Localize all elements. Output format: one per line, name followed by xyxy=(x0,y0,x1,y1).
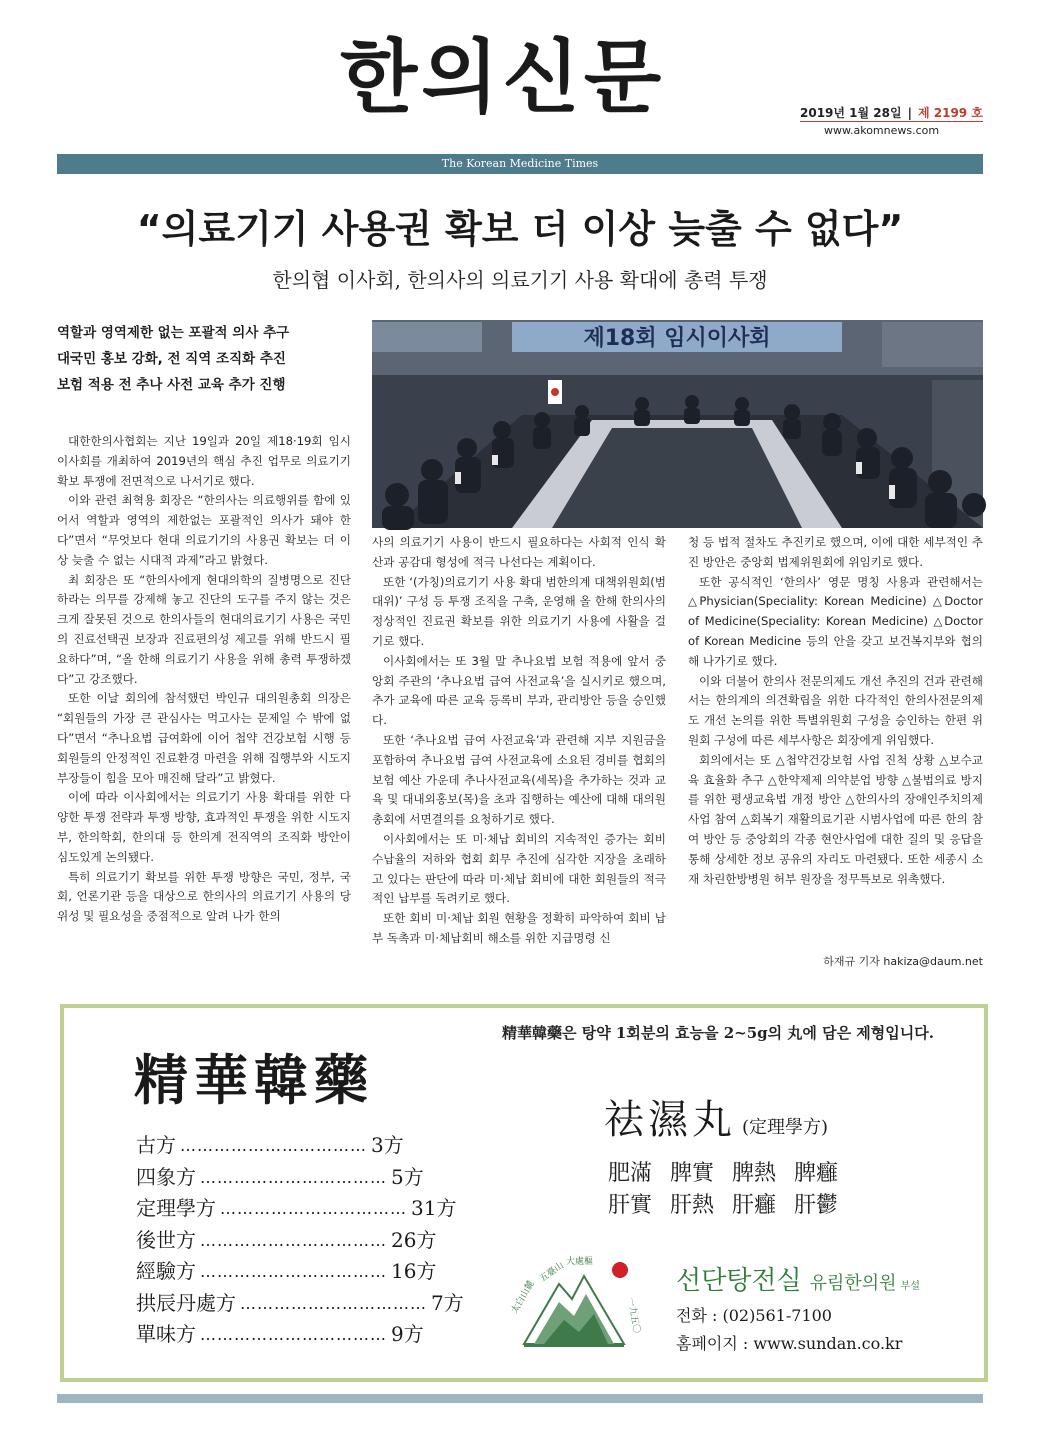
newspaper-masthead: 한의신문 xyxy=(340,31,666,124)
article-paragraph: 회의에서는 또 △첩약건강보험 사업 진척 상황 △보수교육 효율화 추구 △한약제제 의약분업 방향 △불법의료 방지를 위한 평생교육법 개정 방안 △한의사의 장애인주치의제 사업 참여 △회복기 재활의료기관 시범사업에 따른 한의 참여 방안 등 중앙회의 각종 현안사업에 대한 질의 및 응답을 통해 상세한 정보 공유의 자리도 마련됐다. 또한 세종시 소재 차린한방병원 허부 원장을 정무특보로 위촉했다. xyxy=(688,752,983,886)
leader-dots: …………………………… xyxy=(240,1293,427,1313)
prescription-count: 5方 xyxy=(391,1164,424,1189)
product-title: 祛濕丸 xyxy=(604,1097,736,1143)
mountain-logo xyxy=(504,1254,644,1364)
prescription-count: 26方 xyxy=(391,1227,437,1252)
website-url[interactable]: www.akomnews.com xyxy=(824,124,940,137)
product-name xyxy=(604,1088,828,1145)
dateline-separator: | xyxy=(907,106,912,120)
indications-row xyxy=(608,1158,856,1190)
shop-affiliation: 유림한의원 xyxy=(809,1273,897,1294)
prescription-row xyxy=(136,1319,424,1351)
prescription-row xyxy=(136,1256,437,1288)
prescription-name: 四象方 xyxy=(136,1164,196,1189)
issue-date: 2019년 1월 28일 xyxy=(800,106,902,120)
article-column-1 xyxy=(57,432,351,927)
article-paragraph: 또한 ‘추나요법 급여 사전교육’과 관련해 지부 지원금을 포함하여 추나요법 급여 사전교육에 소요된 경비를 협회의 보험 예산 가운데 추나사전교육(세목)을 추가하는 것과 교육 및 대내외홍보(목)을 초과 집행하는 예산에 대해 대의원총회에 서면결의를 요청하기로 했다. xyxy=(372,732,666,827)
article-paragraph: 대한한의사협회는 지난 19일과 20일 제18·19회 임시 이사회를 개최하여 2019년의 핵심 추진 업무로 의료기기 확보 투쟁에 전면적으로 나서기로 했다. xyxy=(57,434,351,488)
issue-number: 제 2199 호 xyxy=(917,106,983,120)
leader-dots: …………………………… xyxy=(220,1199,407,1218)
indication: 肥滿 xyxy=(608,1161,653,1186)
logo-text: 太白山麓 xyxy=(509,1279,537,1316)
article-paragraph: 또한 회비 미·체납 회원 현황을 정확히 파악하여 회비 납부 독촉과 미·체납회비 해소를 위한 지급명령 신 xyxy=(372,911,666,945)
phone-number: 전화 : (02)561-7100 xyxy=(676,1306,832,1325)
prescription-count: 7方 xyxy=(431,1290,464,1315)
indication: 脾癰 xyxy=(794,1161,839,1186)
english-title-band: The Korean Medicine Times xyxy=(57,154,983,174)
ad-title: 精華韓藥 xyxy=(134,1048,374,1112)
prescription-name: 後世方 xyxy=(136,1227,196,1252)
prescription-name: 單味方 xyxy=(136,1322,196,1346)
indication: 脾實 xyxy=(670,1161,715,1186)
shop-contact xyxy=(676,1302,902,1358)
prescription-row xyxy=(136,1225,437,1257)
article-paragraph: 사의 의료기기 사용이 반드시 필요하다는 사회적 인식 확산과 공감대 형성에 적극 나선다는 계획이다. xyxy=(372,535,666,569)
prescription-name: 古方 xyxy=(136,1133,176,1157)
prescription-name: 經驗方 xyxy=(136,1259,196,1283)
meeting-photo xyxy=(372,320,983,528)
indication: 肝癰 xyxy=(732,1193,777,1218)
summary-line: 대국민 홍보 강화, 전 직역 조직화 추진 xyxy=(57,351,286,367)
article-paragraph: 또한 이날 회의에 참석했던 박인규 대의원총회 의장은 “회원들의 가장 큰 관심사는 먹고사는 문제일 수 밖에 없다”면서 “추나요법 급여화에 이어 첩약 건강보험 시행 등 회원들의 안정적인 진료환경 마련을 위해 집행부와 시도지부장들이 힘을 모아 매진해 달라”고 밝혔다. xyxy=(57,691,351,785)
leader-dots: …………………………… xyxy=(200,1230,387,1250)
prescription-row xyxy=(136,1288,464,1320)
dateline-rule xyxy=(800,121,983,122)
shop-title: 선단탕전실 xyxy=(676,1266,802,1296)
article-paragraph: 또한 ‘(가칭)의료기기 사용 확대 범한의계 대책위원회(범대위)’ 구성 등 투쟁 조직을 구축, 운영해 올 한해 한의사의 정상적인 진료권 확보를 위한 의료기기 사용에 사활을 걸기로 했다. xyxy=(372,574,666,648)
indication: 肝實 xyxy=(608,1193,653,1218)
homepage-url[interactable]: 홈페이지 : www.sundan.co.kr xyxy=(676,1334,903,1353)
prescription-count: 31方 xyxy=(411,1196,457,1220)
prescription-list xyxy=(136,1130,464,1351)
article-column-2 xyxy=(372,533,666,949)
leader-dots: …………………………… xyxy=(200,1262,387,1281)
indication: 肝鬱 xyxy=(794,1193,839,1218)
article-paragraph: 이에 따라 이사회에서는 의료기기 사용 확대를 위한 다양한 투쟁 전략과 투쟁 방향, 효과적인 투쟁을 위한 시도지부, 한의학회, 한의대 등 한의계 전직역의 조직화 방안이 심도있게 논의됐다. xyxy=(57,790,351,864)
indication: 脾熱 xyxy=(732,1161,777,1186)
leader-dots: …………………………… xyxy=(200,1325,387,1344)
product-subtitle: (定理學方) xyxy=(742,1117,829,1138)
prescription-count: 16方 xyxy=(391,1259,437,1283)
article-paragraph: 최 회장은 또 “한의사에게 현대의학의 질병명으로 진단하라는 의무를 강제해 놓고 진단의 도구를 주지 않는 것은 크게 잘못된 것으로 한의사들의 현대의료기기 사용은 국민의 진료선택권 보장과 진료편의성 제고를 위해 반드시 필요하다”며, “올 한해 의료기기 사용을 위해 총력 투쟁하겠다”고 강조했다. xyxy=(57,572,351,686)
article-paragraph: 청 등 법적 절차도 추진키로 했으며, 이에 대한 세부적인 추진 방안은 중앙회 법제위원회에 위임키로 했다. xyxy=(688,535,983,569)
indications xyxy=(608,1158,856,1222)
summary-line: 역할과 영역제한 없는 포괄적 의사 추구 xyxy=(57,325,290,341)
article-paragraph: 이와 더불어 한의사 전문의제도 개선 추진의 건과 관련해서는 한의계의 의견확립을 위한 다각적인 한의사전문의제도 개선 논의를 위한 특별위원회 구성을 승인하는 한편 위원회 구성에 따른 세부사항은 회장에게 위임했다. xyxy=(688,673,983,747)
photo-banner-text: 제18회 임시이사회 xyxy=(583,326,771,351)
prescription-name: 定理學方 xyxy=(136,1196,216,1220)
leader-dots: …………………………… xyxy=(180,1136,367,1155)
logo-text: 一九五〇 xyxy=(625,1296,642,1334)
article-subheadline: 한의협 이사회, 한의사의 의료기기 사용 확대에 총력 투쟁 xyxy=(272,268,768,292)
article-byline: 하재규 기자 hakiza@daum.net xyxy=(823,955,983,968)
article-paragraph: 이와 관련 최혁용 회장은 “한의사는 의료행위를 함에 있어서 역할과 영역의 제한없는 포괄적인 의사가 돼야 한다”면서 “무엇보다 현대 의료기기의 사용권 확보는 더 이상 늦출 수 없는 시대적 과제”라고 밝혔다. xyxy=(57,493,351,567)
prescription-row xyxy=(136,1193,457,1225)
article-paragraph: 특히 의료기기 확보를 위한 투쟁 방향은 국민, 정부, 국회, 언론기관 등을 대상으로 한의사의 의료기기 사용의 당위성 및 필요성을 중점적으로 알려 나가 한의 xyxy=(57,869,351,924)
logo-text: 五臺山 xyxy=(537,1260,566,1285)
logo-text: 大處樞 xyxy=(566,1257,594,1267)
leader-dots: …………………………… xyxy=(200,1167,387,1187)
article-paragraph: 이사회에서는 또 미·체납 회비의 지속적인 증가는 회비 수납율의 저하와 협회 회무 추진에 심각한 지장을 초래하고 있다는 판단에 따라 미·체납 회비에 대한 회원들의 적극적인 납부를 독려키로 했다. xyxy=(372,831,666,906)
indication: 肝熱 xyxy=(670,1193,715,1218)
summary-line: 보험 적용 전 추나 사전 교육 추가 진행 xyxy=(57,377,286,393)
footer-band xyxy=(57,1394,983,1403)
advertisement-box xyxy=(60,1004,988,1382)
article-summary xyxy=(57,320,357,398)
article-headline: “의료기기 사용권 확보 더 이상 늦출 수 없다” xyxy=(136,207,904,251)
prescription-row xyxy=(136,1162,424,1194)
article-column-3 xyxy=(688,533,983,889)
shop-name xyxy=(676,1260,920,1297)
prescription-name: 拱辰丹處方 xyxy=(136,1290,236,1315)
article-paragraph: 이사회에서는 또 3월 말 추나요법 보험 적용에 앞서 중앙회 주관의 ‘추나요법 급여 사전교육’을 실시키로 했으며, 추가 교육에 따른 교육 등록비 부과, 관리방안 등을 승인했다. xyxy=(372,653,666,728)
article-paragraph: 또한 공식적인 ‘한의사’ 영문 명칭 사용과 관련해서는 △Physician(Speciality: Korean Medicine) △Doctor of Medicine(Speciality: Korean Medicine) △Doctor of Korean Medicine 등의 안을 갖고 보건복지부와 협의해 나가기로 했다. xyxy=(688,574,983,668)
dateline xyxy=(800,104,983,121)
indications-row xyxy=(608,1190,856,1222)
prescription-count: 3方 xyxy=(371,1133,404,1157)
ad-tagline: 精華韓藥은 탕약 1회분의 효능을 2~5g의 丸에 담은 제형입니다. xyxy=(502,1024,934,1042)
shop-note: 부설 xyxy=(900,1281,920,1292)
prescription-row xyxy=(136,1130,404,1162)
prescription-count: 9方 xyxy=(391,1322,424,1346)
